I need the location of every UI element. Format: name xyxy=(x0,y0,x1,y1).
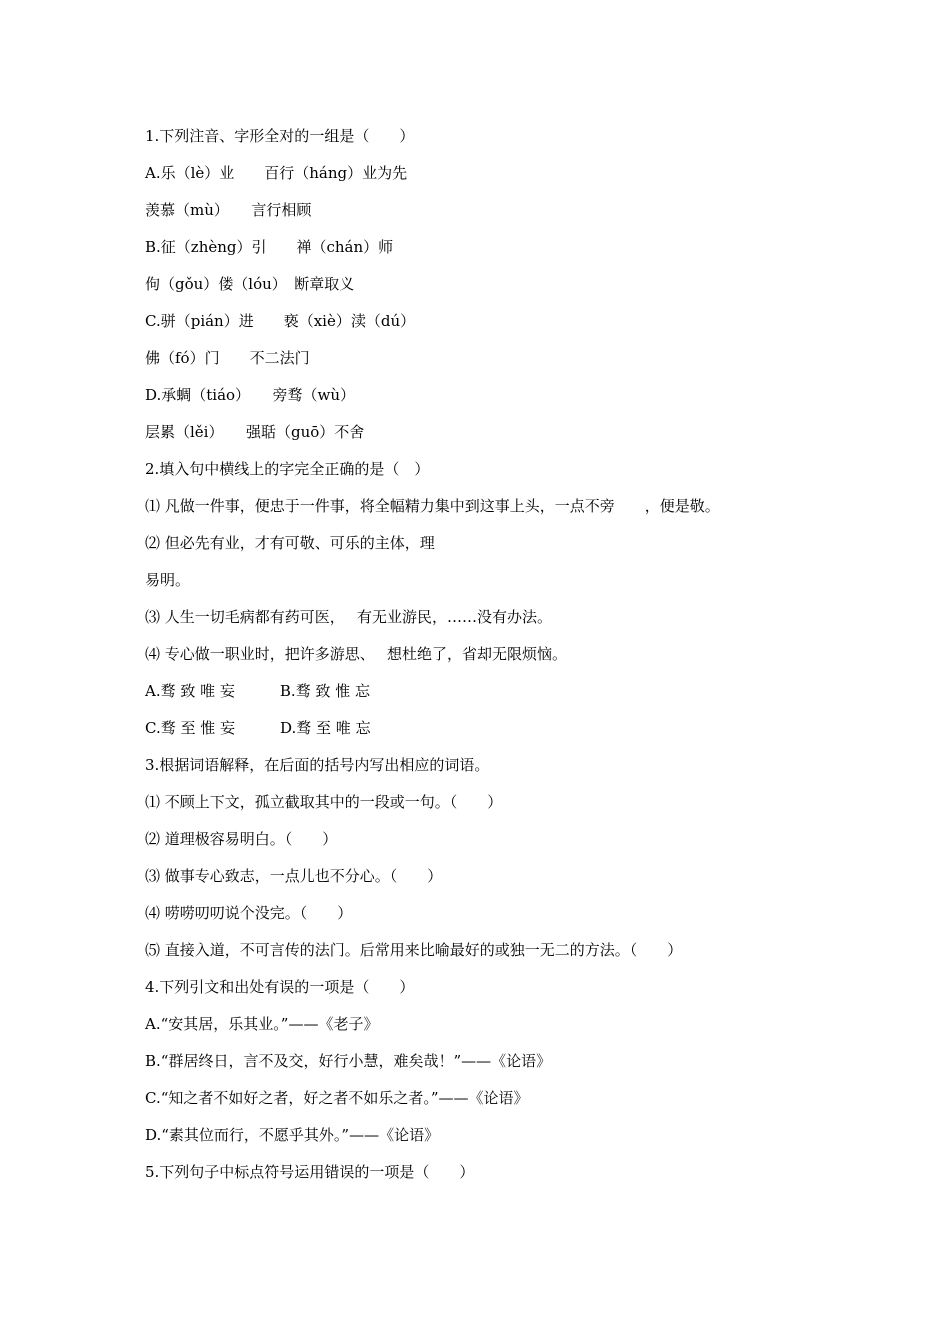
question-2-options-ab: A.骛 致 唯 妄 B.骛 致 惟 忘 xyxy=(145,682,371,700)
question-5-stem: 5.下列句子中标点符号运用错误的一项是（ ） xyxy=(145,1163,475,1181)
question-1-option-c-line-2: 佛（fó）门 不二法门 xyxy=(145,349,310,367)
question-1-stem: 1.下列注音、字形全对的一组是（ ） xyxy=(145,127,415,145)
question-1-option-d-line-1: D.承蜩（tiáo） 旁骛（wù） xyxy=(145,386,356,404)
question-4-option-a: A.“安其居，乐其业。”——《老子》 xyxy=(145,1015,379,1033)
question-2-options-cd: C.骛 至 惟 妄 D.骛 至 唯 忘 xyxy=(145,719,371,737)
question-1-option-b-line-2: 佝（gǒu）偻（lóu） 断章取义 xyxy=(145,275,355,293)
question-3-item-4: ⑷ 唠唠叨叨说个没完。（ ） xyxy=(145,904,353,922)
question-2-stem: 2.填入句中横线上的字完全正确的是（ ） xyxy=(145,460,430,478)
question-2-sentence-2-continued: 易明。 xyxy=(145,571,191,589)
question-1-option-a-line-1: A.乐（lè）业 百行（háng）业为先 xyxy=(145,164,408,182)
question-2-sentence-3: ⑶ 人生一切毛病都有药可医， 有无业游民，……没有办法。 xyxy=(145,608,553,626)
question-3-item-5: ⑸ 直接入道，不可言传的法门。后常用来比喻最好的或独一无二的方法。（ ） xyxy=(145,941,683,959)
question-1-option-d-line-2: 层累（lěi） 强聒（guō）不舍 xyxy=(145,423,365,441)
question-2-sentence-4: ⑷ 专心做一职业时，把许多游思、 想杜绝了，省却无限烦恼。 xyxy=(145,645,568,663)
question-2-sentence-2: ⑵ 但必先有业，才有可敬、可乐的主体，理 xyxy=(145,534,435,552)
question-4-option-b: B.“群居终日，言不及交，好行小慧，难矣哉！”——《论语》 xyxy=(145,1052,552,1070)
question-1-option-a-line-2: 羡慕（mù） 言行相顾 xyxy=(145,201,312,219)
question-3-item-1: ⑴ 不顾上下文，孤立截取其中的一段或一句。（ ） xyxy=(145,793,503,811)
question-4-option-d: D.“素其位而行，不愿乎其外。”——《论语》 xyxy=(145,1126,440,1144)
question-4-option-c: C.“知之者不如好之者，好之者不如乐之者。”——《论语》 xyxy=(145,1089,529,1107)
question-3-item-2: ⑵ 道理极容易明白。（ ） xyxy=(145,830,338,848)
question-4-stem: 4.下列引文和出处有误的一项是（ ） xyxy=(145,978,415,996)
question-3-stem: 3.根据词语解释，在后面的括号内写出相应的词语。 xyxy=(145,756,490,774)
question-1-option-b-line-1: B.征（zhèng）引 禅（chán）师 xyxy=(145,238,394,256)
question-2-sentence-1: ⑴ 凡做一件事，便忠于一件事，将全幅精力集中到这事上头，一点不旁 ，便是敬。 xyxy=(145,497,720,515)
question-3-item-3: ⑶ 做事专心致志，一点儿也不分心。（ ） xyxy=(145,867,443,885)
question-1-option-c-line-1: C.骈（pián）进 亵（xiè）渎（dú） xyxy=(145,312,416,330)
